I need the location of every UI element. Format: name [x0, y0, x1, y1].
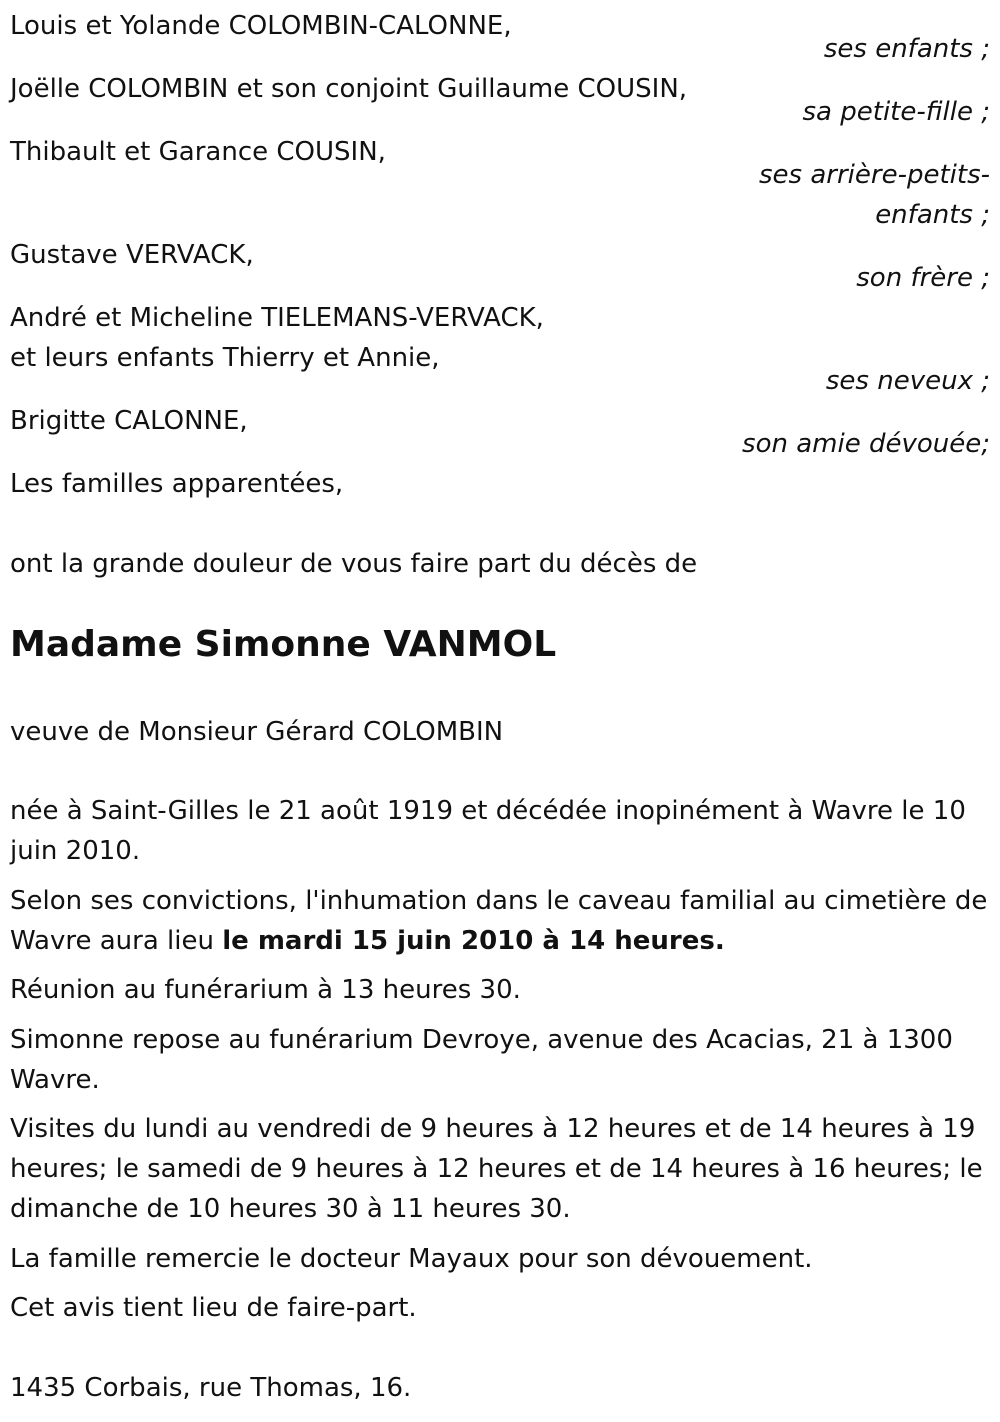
family-relation-4: son frère ; — [856, 263, 990, 293]
rest-place-paragraph: Simonne repose au funérarium Devroye, avenue des Acacias, 21 à 1300 Wavre. — [10, 1025, 953, 1095]
family-relation-6: son amie dévouée; — [742, 429, 990, 459]
family-relation-1: ses enfants ; — [823, 34, 990, 64]
family-names-2: Joëlle COLOMBIN et son conjoint Guillaume COUSIN, — [10, 74, 688, 104]
family-names-3: Thibault et Garance COUSIN, — [10, 137, 386, 167]
burial-paragraph — [10, 881, 990, 961]
family-names-1: Louis et Yolande COLOMBIN-CALONNE, — [10, 11, 512, 41]
address-line: 1435 Corbais, rue Thomas, 16. — [10, 1373, 412, 1403]
family-names-4: Gustave VERVACK, — [10, 240, 254, 270]
obituary-page — [10, 0, 990, 1422]
notice-paragraph: Cet avis tient lieu de faire-part. — [10, 1293, 417, 1323]
family-relation-3a: ses arrière-petits- — [759, 160, 990, 190]
meeting-paragraph: Réunion au funérarium à 13 heures 30. — [10, 975, 521, 1005]
family-relation-5: ses neveux ; — [825, 366, 990, 396]
family-relation-2: sa petite-fille ; — [802, 97, 990, 127]
announcement-text: ont la grande douleur de vous faire part du décès de — [10, 549, 698, 579]
burial-text: Selon ses convictions, l'inhumation dans le caveau familial au cimetière de Wavre aura lieu — [10, 886, 988, 956]
family-names-5a: André et Micheline TIELEMANS-VERVACK, — [10, 303, 544, 333]
thanks-paragraph: La famille remercie le docteur Mayaux pour son dévouement. — [10, 1244, 813, 1274]
visits-paragraph: Visites du lundi au vendredi de 9 heures à 12 heures et de 14 heures à 19 heures; le samedi de 9 heures à 12 heures et de 14 heures à 16 heures; le dimanche de 10 heures 30 à 11 heures 30. — [10, 1114, 983, 1224]
family-names-7: Les familles apparentées, — [10, 469, 344, 499]
deceased-name: Madame Simonne VANMOL — [10, 624, 557, 665]
burial-date: le mardi 15 juin 2010 à 14 heures. — [222, 926, 725, 956]
family-relation-3b: enfants ; — [875, 200, 990, 230]
widow-of: veuve de Monsieur Gérard COLOMBIN — [10, 717, 504, 747]
family-names-6: Brigitte CALONNE, — [10, 406, 248, 436]
family-names-5b: et leurs enfants Thierry et Annie, — [10, 343, 440, 373]
birth-death-paragraph: née à Saint-Gilles le 21 août 1919 et décédée inopinément à Wavre le 10 juin 2010. — [10, 796, 966, 866]
